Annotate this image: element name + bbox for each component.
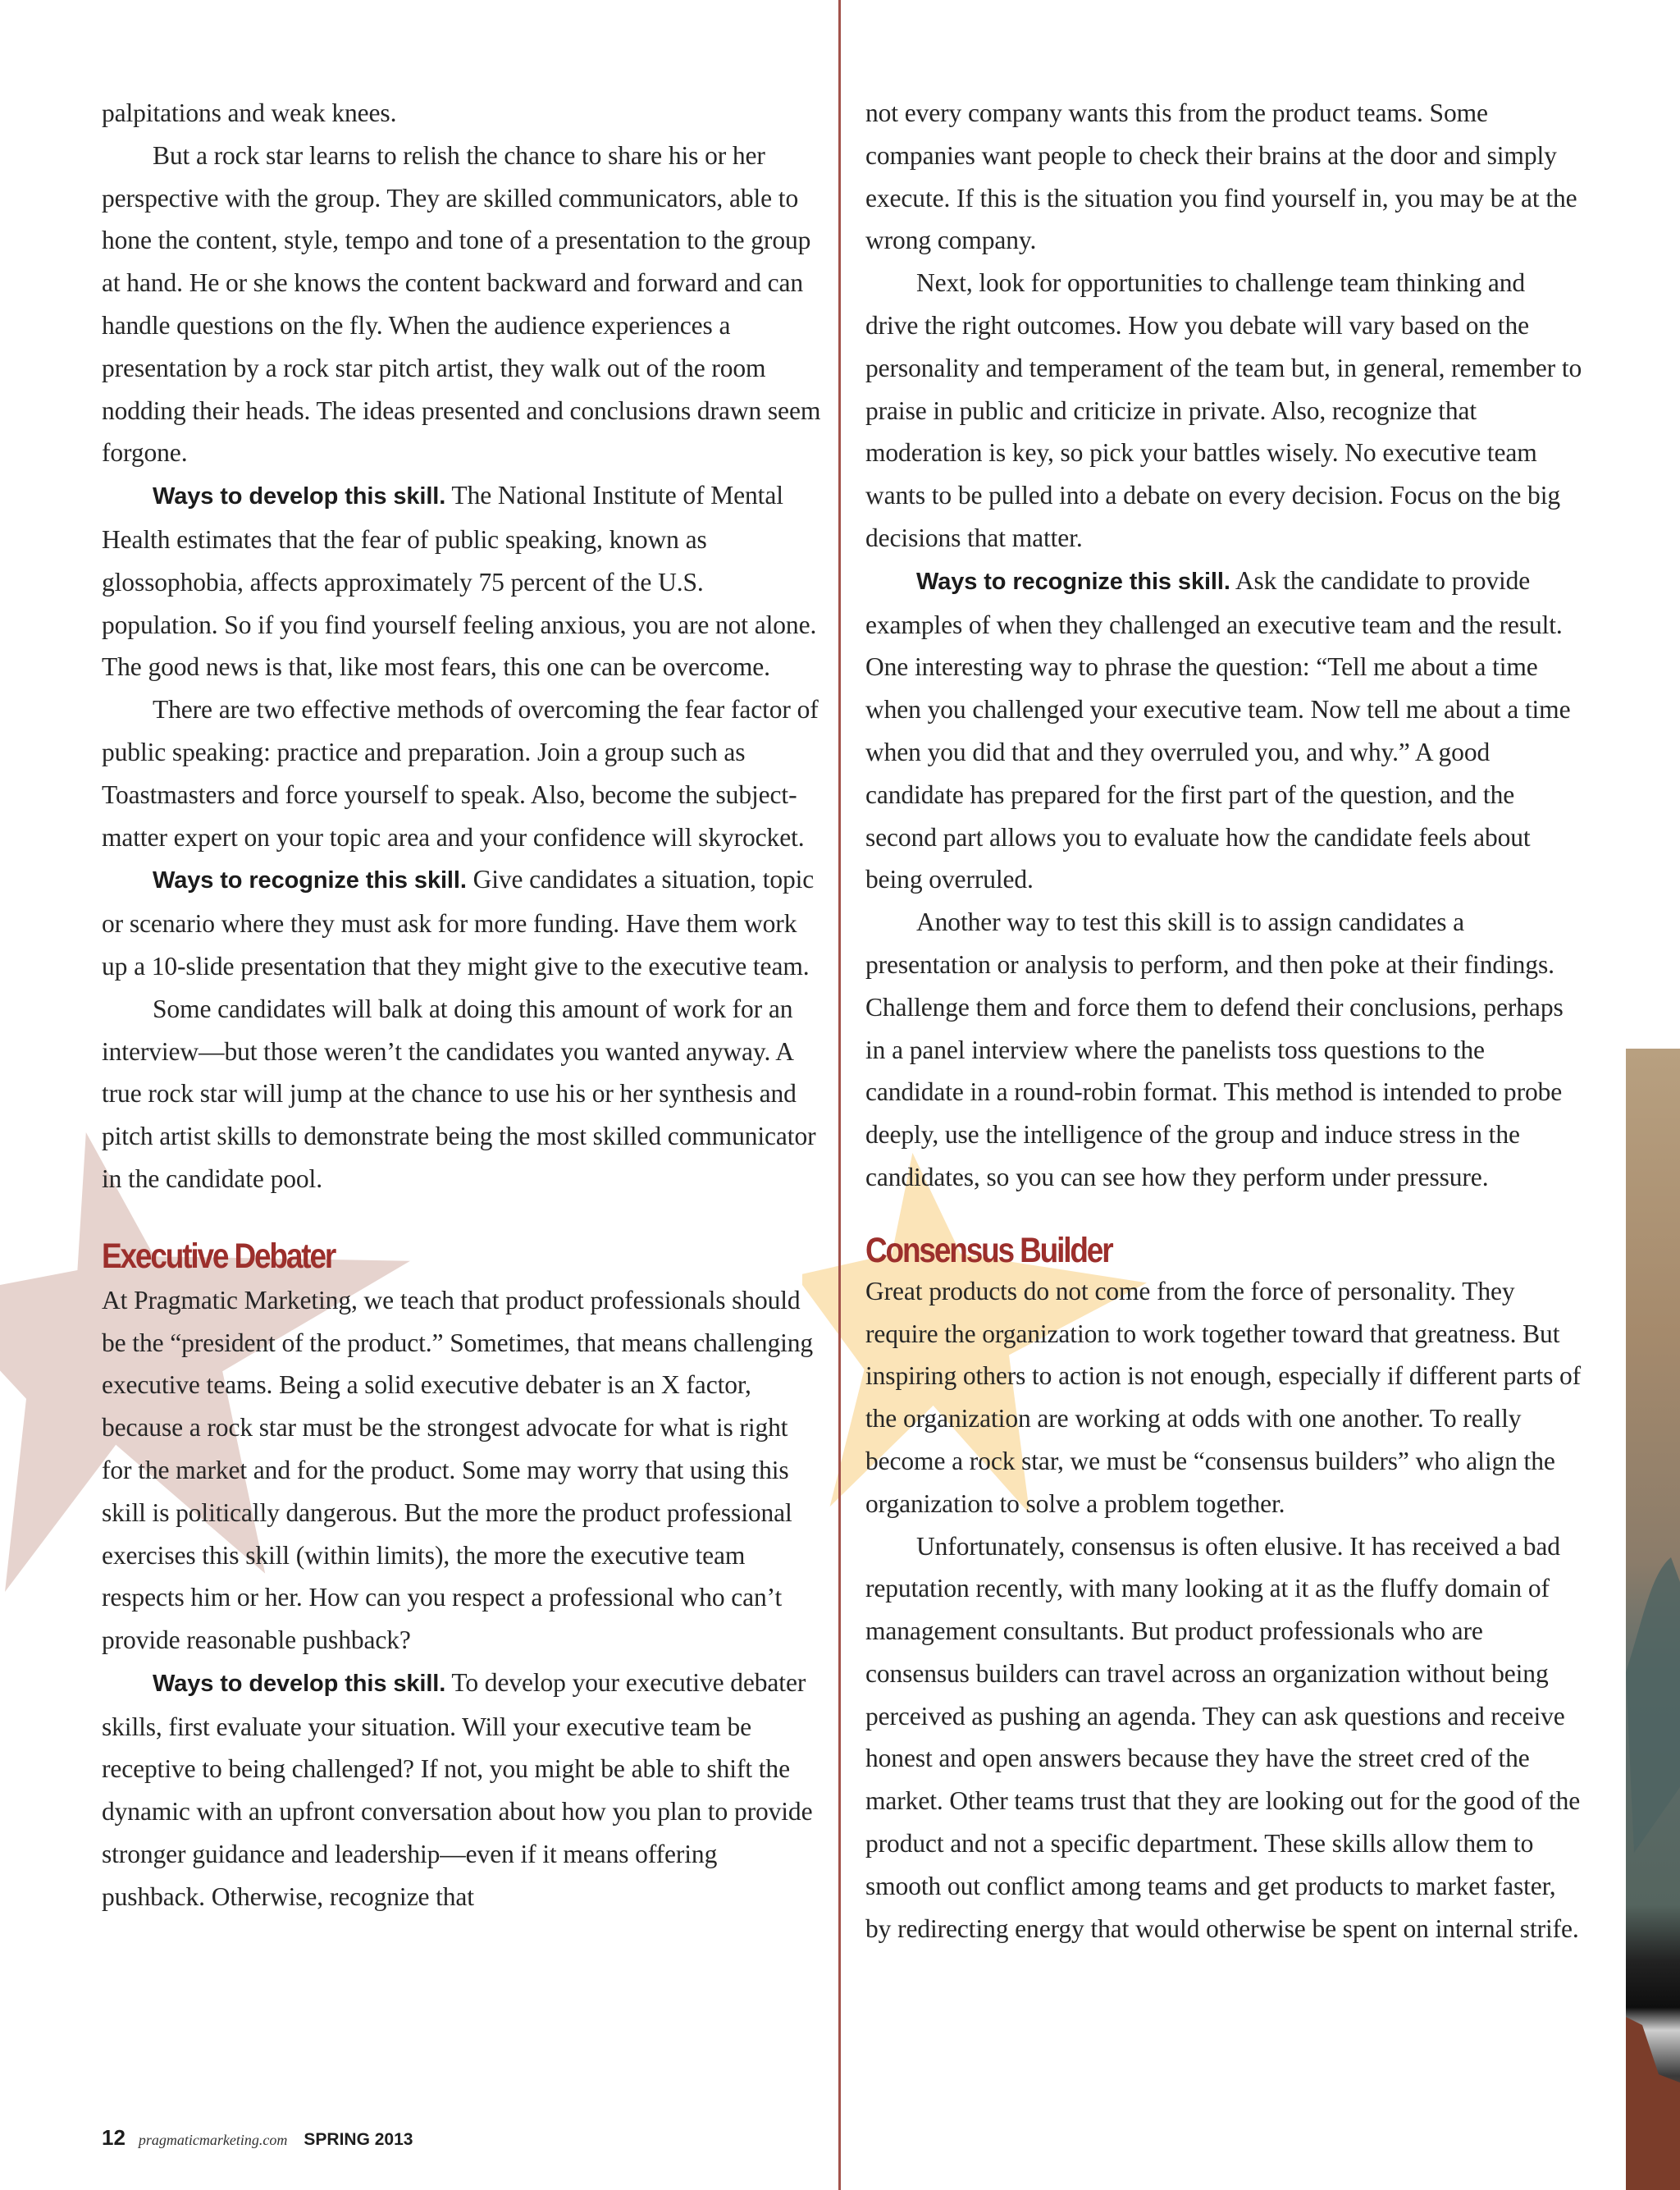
paragraph-text: To develop your executive debater skills, first evaluate your situation. Will your executive team be receptive to being challenged? If not, you might be able to shift the dynamic with an upfront conversation about how you plan to provide stronger guidance and leadership—even if it means offering pushback. Otherwise, recognize that — [102, 1667, 813, 1911]
paragraph — [865, 560, 1583, 901]
right-column — [865, 92, 1583, 1950]
run-in-heading: Ways to recognize this skill. — [153, 867, 467, 894]
paragraph: Another way to test this skill is to assign candidates a presentation or analysis to perform, and then poke at their findings. Challenge them and force them to defend their conclusions, perhaps in a panel interview where the panelists toss questions to the candidate in a round-robin format. This method is intended to probe deeply, use the intelligence of the group and induce stress in the candidates, so you can see how they perform under pressure. — [865, 908, 1564, 1191]
paragraph: palpitations and weak knees. — [102, 98, 397, 127]
section-heading: Consensus Builder — [865, 1230, 1112, 1270]
paragraph-text: Ask the candidate to provide examples of when they challenged an executive team and the result. One interesting way to phrase the question: “Tell me about a time when you challenged your executive team. Now tell me about a time when you did that and they overruled you, and why.” A good candidate has prepared for the first part of the question, and the second part allows you to evaluate how the candidate feels about being overruled. — [865, 565, 1571, 894]
paragraph-text: Give candidates a situation, topic or scenario where they must ask for more funding. Have them work up a 10-slide presentation that they might give to the executive team. — [102, 865, 815, 981]
run-in-heading: Ways to develop this skill. — [153, 1670, 446, 1697]
column-divider — [838, 0, 841, 2190]
page-number: 12 — [102, 2125, 126, 2150]
paragraph — [102, 858, 824, 987]
run-in-heading: Ways to recognize this skill. — [916, 568, 1230, 595]
paragraph — [102, 1662, 824, 1918]
paragraph: There are two effective methods of overcoming the fear factor of public speaking: practice and preparation. Join a group such as Toastmasters and force yourself to speak. Also, become the subject-matter expert on your topic area and your confidence will skyrocket. — [102, 695, 819, 852]
run-in-heading: Ways to develop this skill. — [153, 483, 446, 510]
paragraph: At Pragmatic Marketing, we teach that product professionals should be the “president of the product.” Sometimes, that means challenging executive teams. Being a solid executive debater is an X factor, because a rock star must be the strongest advocate for what is right for the market and for the product. Some may worry that using this skill is politically dangerous. But the more the product professional exercises this skill (within limits), the more the executive team respects him or her. How can you respect a professional who can’t provide reasonable pushback? — [102, 1285, 814, 1655]
issue-label: SPRING 2013 — [304, 2130, 413, 2149]
section-heading: Executive Debater — [102, 1236, 336, 1276]
paragraph: But a rock star learns to relish the chance to share his or her perspective with the group. They are skilled communicators, able to hone the content, style, tempo and tone of a presentation to the group at hand. He or she knows the content backward and forward and can handle questions on the fly. When the audience experiences a presentation by a rock star pitch artist, they walk out of the room nodding their heads. The ideas presented and conclusions drawn seem forgone. — [102, 140, 821, 468]
left-column — [102, 92, 824, 1918]
page-footer — [102, 2125, 413, 2155]
paragraph: Great products do not come from the force of personality. They require the organization to work together toward that greatness. But inspiring others to action is not enough, especially if different parts of the organization are working at odds with one another. To really become a rock star, we must be “consensus builders” who align the organization to solve a problem together. — [865, 1276, 1582, 1518]
paragraph — [102, 474, 824, 688]
paragraph-text: The National Institute of Mental Health estimates that the fear of public speaking, known as glossophobia, affects approximately 75 percent of the U.S. population. So if you find yourself feeling anxious, you are not alone. The good news is that, like most fears, this one can be overcome. — [102, 481, 817, 682]
paragraph: not every company wants this from the product teams. Some companies want people to check their brains at the door and simply execute. If this is the situation you find yourself in, you may be at the wrong company. — [865, 98, 1577, 255]
side-photo-image — [1626, 1049, 1680, 2190]
paragraph: Unfortunately, consensus is often elusive. It has received a bad reputation recently, with many looking at it as the fluffy domain of management consultants. But product professionals who are consensus builders can travel across an organization without being perceived as pushing an agenda. They can ask questions and receive honest and open answers because they have the street cred of the market. Other teams trust that they are looking out for the good of the product and not a specific department. These skills allow them to smooth out conflict among teams and get products to market faster, by redirecting energy that would otherwise be spent on internal strife. — [865, 1531, 1581, 1943]
paragraph: Some candidates will balk at doing this amount of work for an interview—but those weren’t the candidates you wanted anyway. A true rock star will jump at the chance to use his or her synthesis and pitch artist skills to demonstrate being the most skilled communicator in the candidate pool. — [102, 994, 816, 1193]
paragraph: Next, look for opportunities to challenge team thinking and drive the right outcomes. How you debate will vary based on the personality and temperament of the team but, in general, remember to praise in public and criticize in private. Also, recognize that moderation is key, so pick your battles wisely. No executive team wants to be pulled into a debate on every decision. Focus on the big decisions that matter. — [865, 268, 1582, 552]
footer-url: pragmaticmarketing.com — [138, 2132, 288, 2148]
